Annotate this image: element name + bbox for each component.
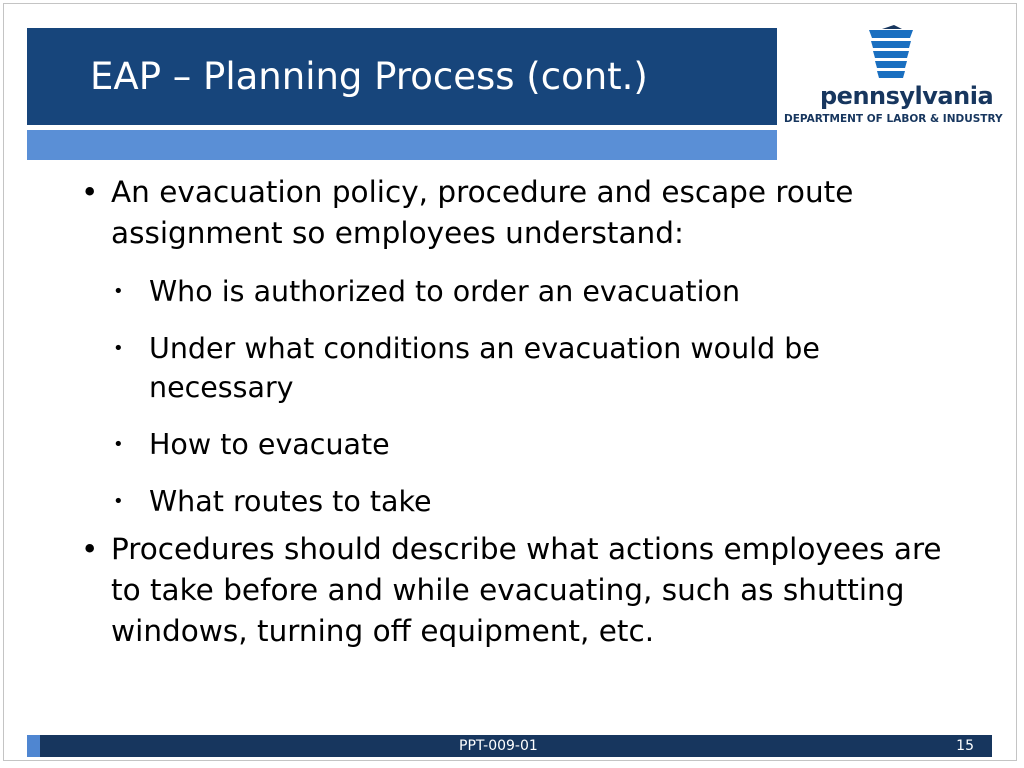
footer-accent xyxy=(27,735,40,757)
bullet-text: An evacuation policy, procedure and escape route assignment so employees understand: xyxy=(111,175,854,250)
slide-title: EAP – Planning Process (cont.) xyxy=(90,55,648,98)
logo-wordmark: pennsylvania xyxy=(820,82,994,110)
sub-bullet-item xyxy=(79,482,959,521)
keystone-logo-icon xyxy=(782,25,1014,85)
slide xyxy=(3,3,1017,761)
sub-bullet-marker: • xyxy=(113,434,124,455)
title-accent-bar xyxy=(27,130,777,160)
bullet-marker: • xyxy=(81,532,99,566)
footer-bar xyxy=(27,735,992,757)
sub-bullet-item xyxy=(79,329,959,407)
logo-department: DEPARTMENT OF LABOR & INDUSTRY xyxy=(784,113,1003,125)
sub-bullet-text: What routes to take xyxy=(149,485,432,518)
sub-bullet-marker: • xyxy=(113,491,124,512)
sub-bullet-marker: • xyxy=(113,281,124,302)
pennsylvania-logo xyxy=(782,25,1014,129)
sub-bullet-text: Under what conditions an evacuation would be necessary xyxy=(149,332,820,404)
sub-bullet-text: How to evacuate xyxy=(149,428,390,461)
bullet-marker: • xyxy=(81,175,99,209)
bullet-item xyxy=(79,529,959,652)
sub-bullet-item xyxy=(79,425,959,464)
footer-code: PPT-009-01 xyxy=(459,738,538,754)
sub-bullet-item xyxy=(79,272,959,311)
page-number: 15 xyxy=(956,738,974,754)
sub-bullet-text: Who is authorized to order an evacuation xyxy=(149,275,741,308)
bullet-text: Procedures should describe what actions employees are to take before and while evacuating, such as shutting windows, turning off equipment, etc. xyxy=(111,532,942,648)
sub-bullet-marker: • xyxy=(113,338,124,359)
bullet-item xyxy=(79,172,959,254)
slide-body xyxy=(79,172,959,652)
title-bar xyxy=(27,28,777,125)
